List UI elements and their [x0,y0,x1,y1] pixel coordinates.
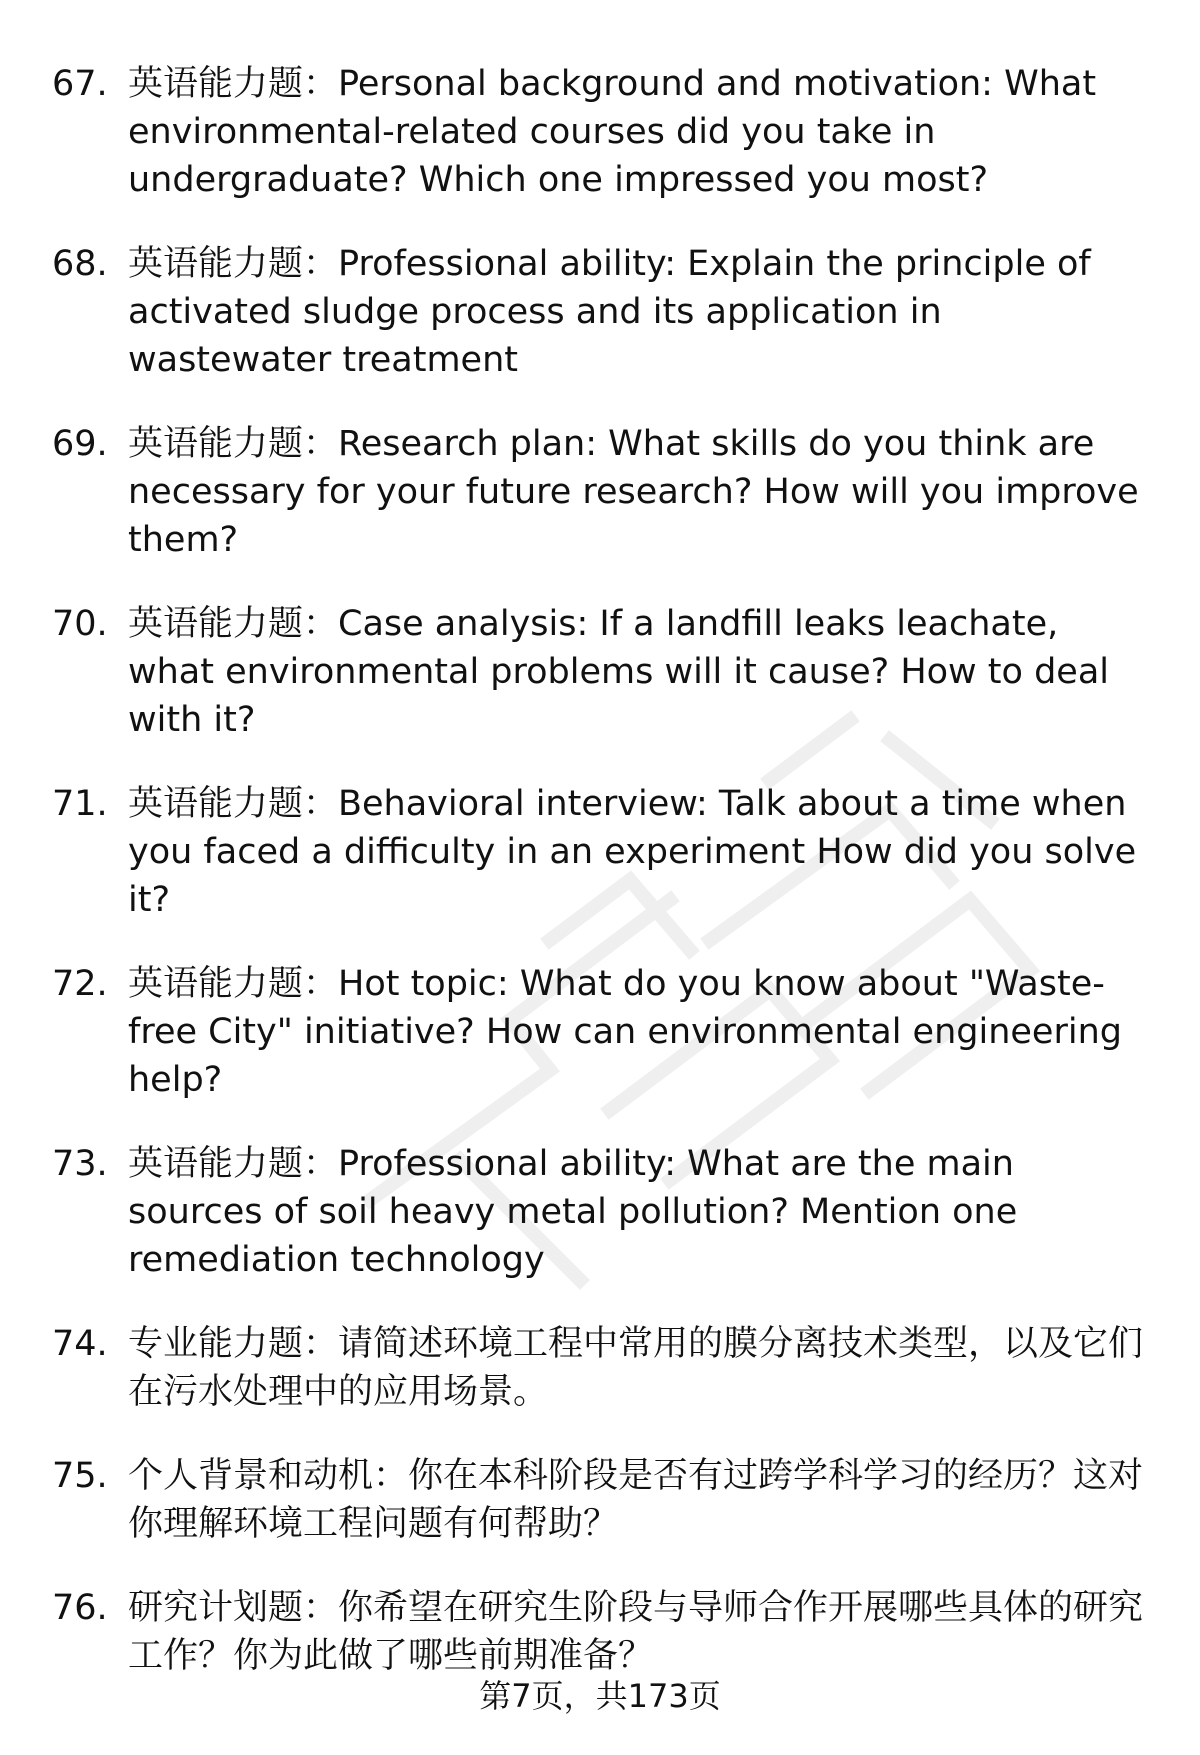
question-number: 73. [52,1144,108,1184]
question-number: 69. [52,424,108,464]
question-text: 英语能力题：Research plan: What skills do you think are necessary for your future research? How will you improve them? [128,424,1139,560]
question-text: 英语能力题：Personal background and motivation: What environmental-related courses did you take in undergraduate? Which one impressed you most? [128,64,1097,200]
question-text: 个人背景和动机：你在本科阶段是否有过跨学科学习的经历？这对你理解环境工程问题有何帮助？ [128,1456,1144,1544]
question-item [52,1584,1152,1680]
question-list [52,60,1152,1716]
question-number: 74. [52,1324,108,1364]
question-item [52,60,1152,204]
question-text: 研究计划题：你希望在研究生阶段与导师合作开展哪些具体的研究工作？你为此做了哪些前期准备？ [128,1588,1144,1676]
page-number-footer: 第7页，共173页 [479,1677,721,1715]
question-number: 67. [52,64,108,104]
question-item [52,780,1152,924]
question-number: 75. [52,1456,108,1496]
question-number: 71. [52,784,108,824]
question-item [52,1452,1152,1548]
question-text: 英语能力题：Hot topic: What do you know about "Waste-free City" initiative? How can environmental engineering help? [128,964,1122,1100]
question-number: 70. [52,604,108,644]
question-text: 英语能力题：Professional ability: Explain the principle of activated sludge process and its application in wastewater treatment [128,244,1091,380]
question-item [52,600,1152,744]
question-item [52,960,1152,1104]
question-number: 76. [52,1588,108,1628]
question-text: 英语能力题：Case analysis: If a landfill leaks leachate, what environmental problems will it cause? How to deal with it? [128,604,1109,740]
question-item [52,420,1152,564]
question-text: 英语能力题：Professional ability: What are the main sources of soil heavy metal pollution? Mention one remediation technology [128,1144,1018,1280]
question-number: 72. [52,964,108,1004]
question-item [52,1140,1152,1284]
question-text: 英语能力题：Behavioral interview: Talk about a time when you faced a difficulty in an experiment How did you solve it? [128,784,1137,920]
question-number: 68. [52,244,108,284]
question-item [52,1320,1152,1416]
question-item [52,240,1152,384]
question-text: 专业能力题：请简述环境工程中常用的膜分离技术类型，以及它们在污水处理中的应用场景。 [128,1324,1144,1412]
